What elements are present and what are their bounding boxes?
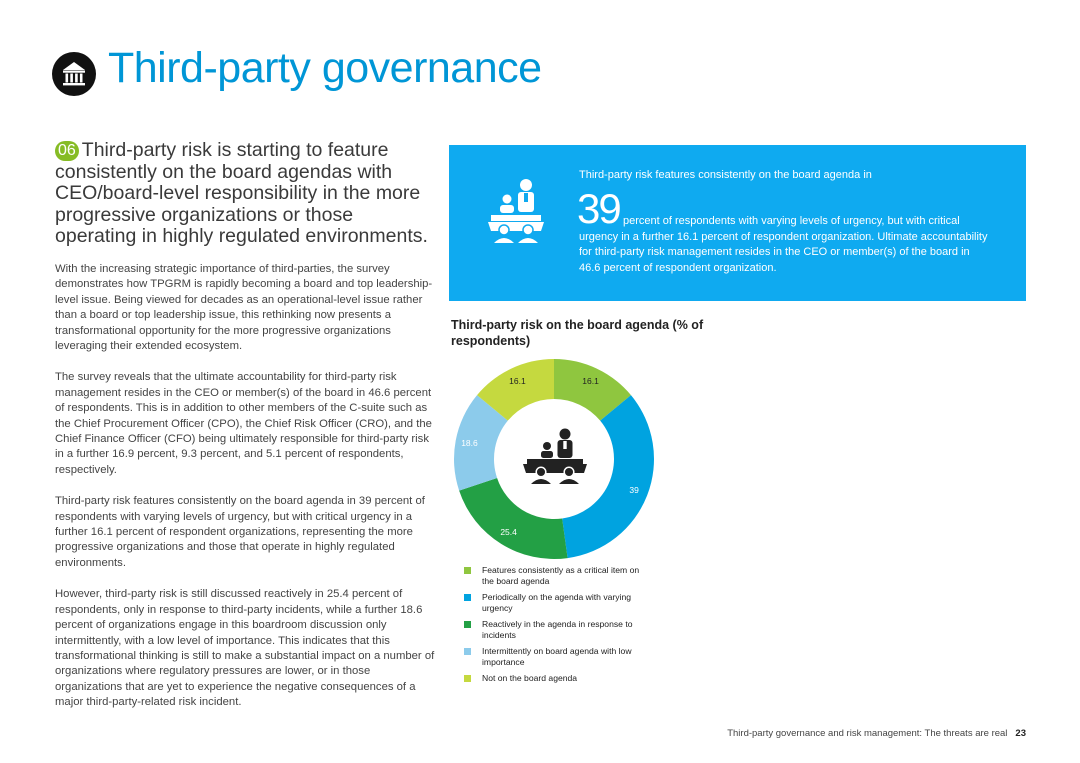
- legend-label: Features consistently as a critical item on the board agenda: [482, 565, 640, 586]
- slice-value-label: 25.4: [500, 527, 517, 538]
- legend-item: [464, 619, 644, 640]
- highlight-body-text: percent of respondents with varying levels of urgency, but with critical urgency in a further 16.1 percent of respondent organization. Ultimate accountability for third-party risk management resides in the CEO or member(s) of the board in 46.6 percent of respondent organization.: [579, 215, 988, 274]
- legend-label: Reactively in the agenda in response to incidents: [482, 619, 633, 640]
- section-number-badge: 06: [55, 141, 79, 161]
- legend-swatch: [464, 648, 471, 655]
- legend-swatch: [464, 594, 471, 601]
- donut-chart: [451, 356, 657, 562]
- legend-swatch: [464, 567, 471, 574]
- legend-label: Periodically on the agenda with varying urgency: [482, 592, 632, 613]
- bank-building-icon: [52, 52, 96, 96]
- lead-text: Third-party risk is starting to feature consistently on the board agendas with CEO/board-level responsibility in the more progressive organizations or those operating in highly regulated environments.: [55, 139, 428, 248]
- chart-title: Third-party risk on the board agenda (% of respondents): [451, 318, 704, 348]
- footer-text: Third-party governance and risk management: The threats are real: [727, 728, 1008, 739]
- legend-item: [464, 565, 644, 586]
- body-paragraph-3: Third-party risk features consistently on the board agenda in 39 percent of respondents with varying levels of urgency, but with critical urgency in a further 16.1 percent of respondent organizations, representing the more progressive organizations and those that operate in highly regulated environments.: [55, 495, 425, 569]
- page-footer: [727, 728, 1026, 739]
- legend-label: Intermittently on board agenda with low importance: [482, 646, 632, 667]
- legend-swatch: [464, 675, 471, 682]
- body-paragraph-4: However, third-party risk is still discussed reactively in 25.4 percent of respondents, only in response to third-party incidents, while a further 18.6 percent of organizations engage in this boardroom discussion only intermittently, with a low level of importance. This indicates that this transformational thinking is still to make a substantial impact on a number of organizations where regulatory pressures are lower, or in those organizations that are yet to experience the negative consequences of a major third-party-related risk incident.: [55, 588, 435, 709]
- boardroom-meeting-icon: [523, 429, 587, 485]
- highlight-callout: [449, 145, 1026, 301]
- body-paragraph-2: The survey reveals that the ultimate accountability for third-party risk management resides in the CEO or member(s) of the board in 46.6 percent of respondents. This is in addition to other members of the C-suite such as the Chief Procurement Officer (CPO), the Chief Risk Officer (CRO), and the Chief Finance Officer (CFO) being ultimately responsible for third-party risk in a further 16.9 percent, 9.3 percent, and 5.1 percent of respondents, respectively.: [55, 371, 432, 476]
- donut-slice: [562, 395, 654, 558]
- boardroom-meeting-icon: [463, 175, 553, 245]
- slice-value-label: 16.1: [509, 376, 526, 387]
- page-title: Third-party governance: [108, 44, 542, 92]
- legend-item: [464, 646, 644, 667]
- legend-item: [464, 673, 644, 684]
- highlight-intro-text: Third-party risk features consistently on the board agenda in: [579, 169, 872, 181]
- slice-value-label: 39: [629, 485, 639, 496]
- main-text-column: [55, 140, 435, 727]
- chart-legend: [464, 565, 644, 690]
- page-number: 23: [1015, 728, 1026, 739]
- legend-swatch: [464, 621, 471, 628]
- donut-slice: [459, 478, 567, 559]
- slice-value-label: 18.6: [461, 438, 478, 449]
- body-paragraph-1: With the increasing strategic importance of third-parties, the survey demonstrates how TPGRM is rapidly becoming a board and top leadership-level issue. Being viewed for decades as an operational-level issue rather than a board or top leadership issue, this rethinking now presents a transformational opportunity for the more progressive organizations leveraging their extended ecosystem.: [55, 262, 433, 352]
- highlight-big-number: 39: [577, 185, 620, 232]
- lead-heading: [55, 140, 435, 248]
- legend-item: [464, 592, 644, 613]
- legend-label: Not on the board agenda: [482, 673, 578, 683]
- slice-value-label: 16.1: [582, 376, 599, 387]
